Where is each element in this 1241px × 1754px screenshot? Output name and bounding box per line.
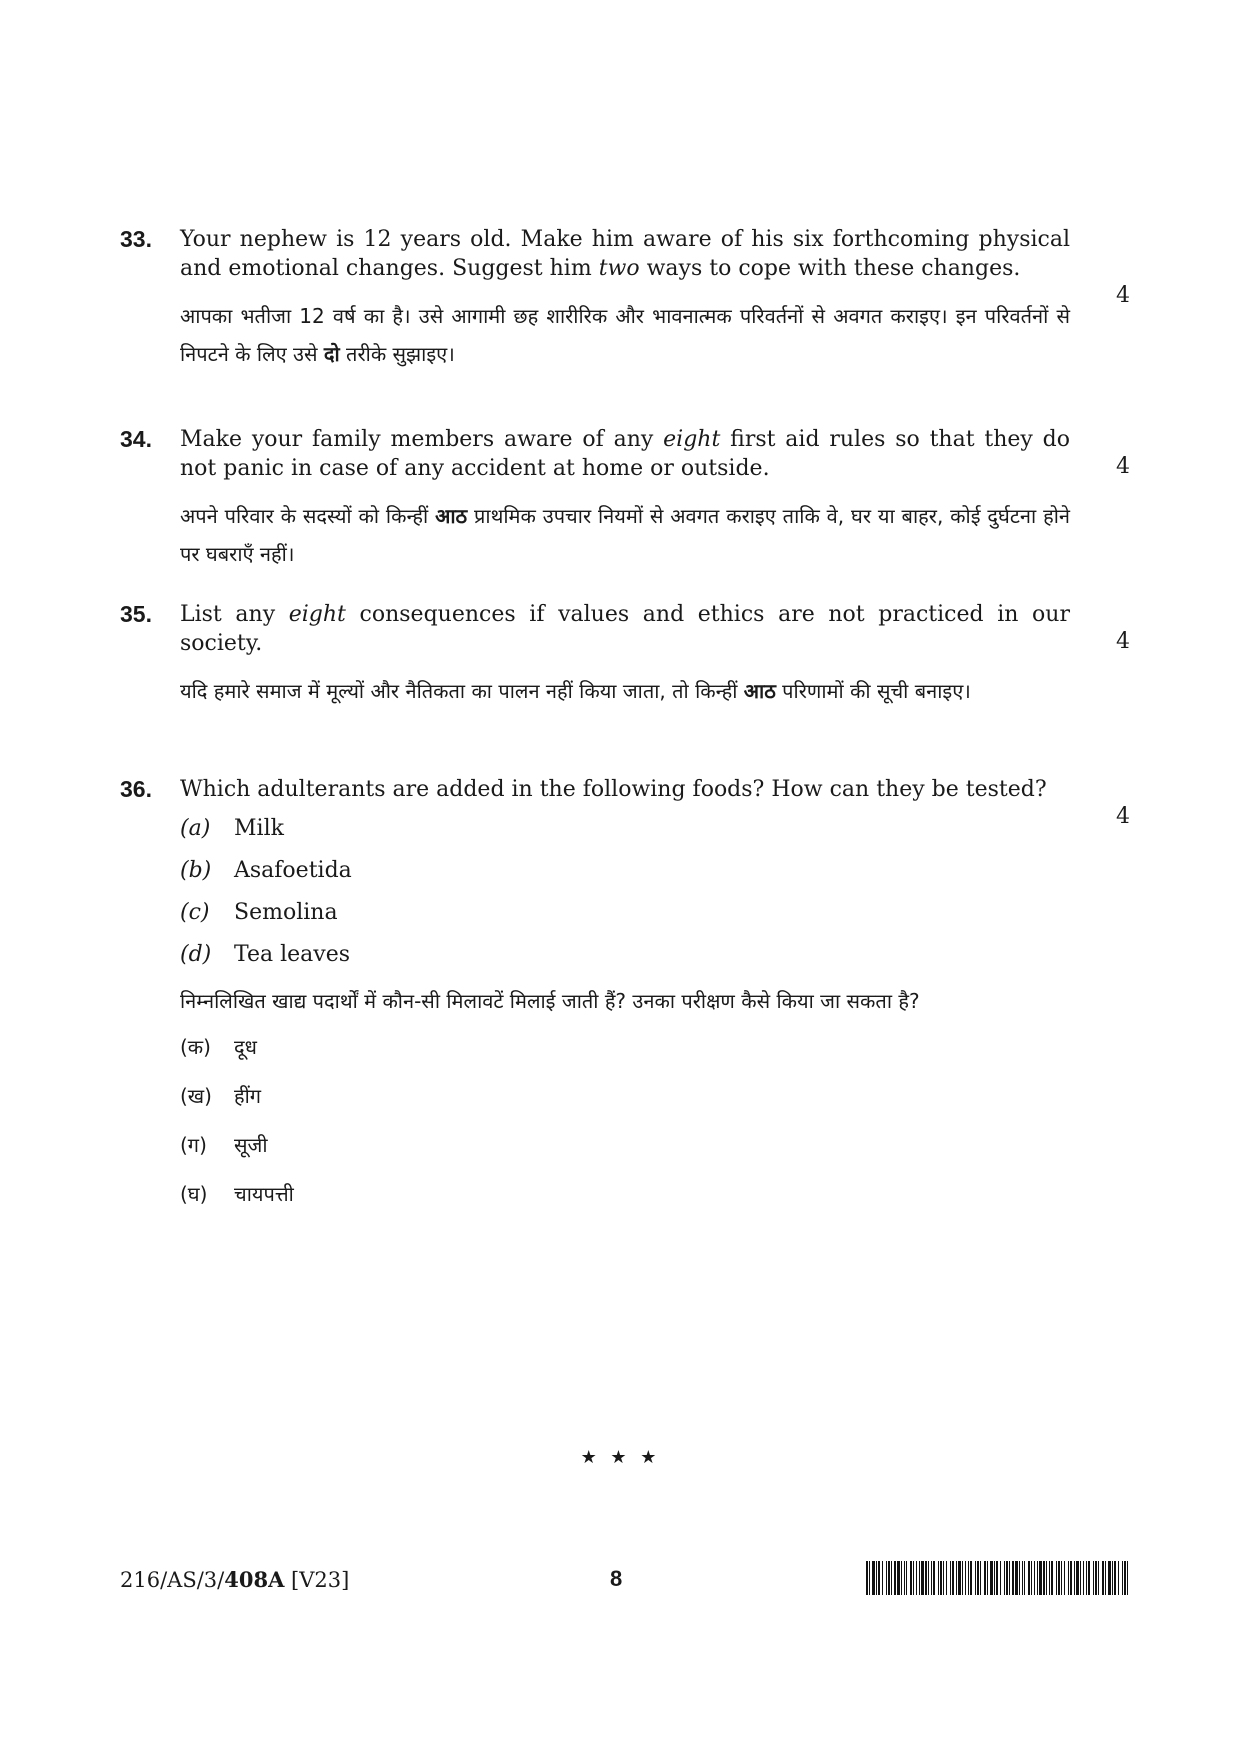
marks: 4 xyxy=(1116,629,1130,654)
paper-code: 216/AS/3/408A [V23] xyxy=(120,1567,350,1592)
question-34 xyxy=(120,425,1130,573)
option-c: (c) Semolina xyxy=(180,900,338,925)
question-text-en: List any eight consequences if values and ethics are not practiced in our society. xyxy=(180,602,1070,656)
option-ga: (ग) सूजी xyxy=(180,1133,268,1157)
question-number: 35. xyxy=(120,601,152,627)
option-kha: (ख) हींग xyxy=(180,1084,262,1108)
marks: 4 xyxy=(1116,804,1130,829)
question-text-en: Which adulterants are added in the following foods? How can they be tested? xyxy=(180,777,1047,802)
question-text-hi: यदि हमारे समाज में मूल्यों और नैतिकता का पालन नहीं किया जाता, तो किन्हीं आठ परिणामों की सूची बनाइए। xyxy=(180,679,971,703)
page-number: 8 xyxy=(610,1566,623,1591)
question-36 xyxy=(120,775,1130,1228)
question-text-hi: निम्नलिखित खाद्य पदार्थों में कौन-सी मिलावटें मिलाई जाती हैं? उनका परीक्षण कैसे किया जा सकता है? xyxy=(180,989,920,1013)
question-33 xyxy=(120,225,1130,373)
question-text-en: Your nephew is 12 years old. Make him aware of his six forthcoming physical and emotional changes. Suggest him two ways to cope with these changes. xyxy=(180,227,1070,281)
question-number: 36. xyxy=(120,776,152,802)
options-en xyxy=(180,814,1070,969)
question-text-hi: आपका भतीजा 12 वर्ष का है। उसे आगामी छह शारीरिक और भावनात्मक परिवर्तनों से अवगत कराइए। इन परिवर्तनों से निपटने के लिए उसे दो तरीके सुझाइए। xyxy=(180,304,1070,366)
question-35 xyxy=(120,600,1130,710)
question-text-hi: अपने परिवार के सदस्यों को किन्हीं आठ प्राथमिक उपचार नियमों से अवगत कराइए ताकि वे, घर या बाहर, कोई दुर्घटना होने पर घबराएँ नहीं। xyxy=(180,504,1070,566)
question-number: 33. xyxy=(120,226,152,252)
options-hi xyxy=(180,1032,1070,1209)
option-d: (d) Tea leaves xyxy=(180,942,351,967)
marks: 4 xyxy=(1116,454,1130,479)
end-marker-stars: ★ ★ ★ xyxy=(580,1447,661,1468)
barcode-icon xyxy=(866,1561,1130,1595)
option-ka: (क) दूध xyxy=(180,1035,257,1059)
option-gha: (घ) चायपत्ती xyxy=(180,1182,294,1206)
option-b: (b) Asafoetida xyxy=(180,858,352,883)
question-text-en: Make your family members aware of any eight first aid rules so that they do not panic in case of any accident at home or outside. xyxy=(180,427,1071,481)
question-number: 34. xyxy=(120,426,152,452)
marks: 4 xyxy=(1116,283,1130,308)
option-a: (a) Milk xyxy=(180,816,284,841)
